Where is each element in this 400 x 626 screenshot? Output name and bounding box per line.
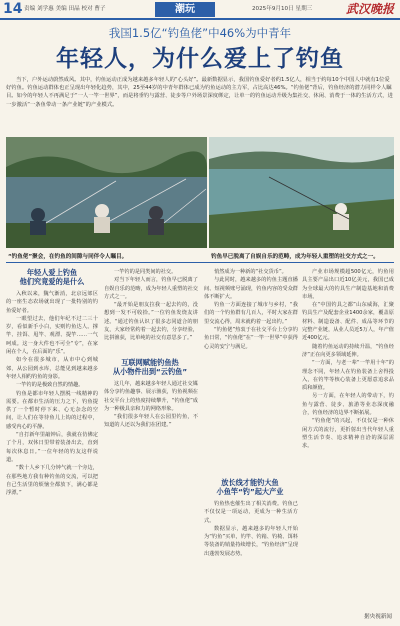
paragraph: 钓鱼热也催生出了相关消费。钓鱼已不仅仅是一项运动，更成为一种生活方式。 bbox=[204, 501, 298, 524]
paragraph: 如今在很多城市，从市中心到城郊，从公园到水库，总能见到越来越多年轻人相约钓鱼的身影。 bbox=[6, 357, 98, 380]
column-3 bbox=[204, 268, 298, 474]
paragraph: 对当下年轻人而言，钓鱼早已脱离了自娱自乐的范畴，成为年轻人重塑的社交方式之一。 bbox=[104, 277, 198, 300]
article-headline: 年轻人，为什么爱上了钓鱼 bbox=[56, 46, 344, 72]
divider-line bbox=[6, 262, 394, 263]
paragraph: 数据显示，越来越多的年轻人开始为“钓鱼”买单，钓竿、钓箱、钓椅、饵料等装备的销量持续增长，“钓鱼经济”呈现出蓬勃发展态势。 bbox=[204, 525, 298, 557]
section-heading-3: 放长线才能钓大鱼 小鱼竿“钓”起大产业 bbox=[216, 478, 284, 496]
masthead bbox=[0, 0, 400, 20]
page-number: 14 bbox=[3, 1, 23, 17]
paragraph: 另一方面，在年轻人的带动下，钓鱼与露营、徒步、旅游等业态深度融合，钓鱼经济的边界不断拓展。 bbox=[302, 393, 394, 417]
article-subhead: 我国1.5亿“钓鱼佬”中46%为中青年 bbox=[108, 26, 292, 40]
column-1 bbox=[6, 290, 98, 608]
fishing-photo-right-image bbox=[209, 137, 394, 248]
paragraph: 入秋以来，魏气渐消，北京远郊区的一座生态农场就出现了一批特别的钓鱼爱好者。 bbox=[6, 291, 98, 314]
caption-right: 钓鱼早已脱离了自娱自乐的范畴，成为年轻人重塑的社交方式之一。 bbox=[211, 254, 379, 260]
paragraph: 产业市场规模超500亿元，钓鱼用具主要产品出口近10亿美元，我国已成为全球最大的钓具生产制造基地和消费市场。 bbox=[302, 269, 394, 300]
paragraph: “最开始是朋友拉我一起去钓的，没想到一发不可收拾。”一位钓鱼发烧友讲述。“通过钓鱼认识了很多志同道合的朋友，大家经常约着一起去钓，分享经验，比拼渔获，比单纯的社交有意思多了。” bbox=[104, 302, 198, 342]
paragraph: “自打新年里敲钟后，我就在仿佛定了个月，双休日里带着装备出去，直到每次休息日。”一位年轻的钓友这样说道。 bbox=[6, 432, 98, 463]
section-label: 潮玩 bbox=[155, 2, 215, 17]
editors-credit: 责编 刘学惠 美编 田晶 校对 曹子 bbox=[24, 6, 106, 12]
source-credit: 据央视新闻 bbox=[364, 614, 392, 620]
fishing-photo-right bbox=[209, 137, 394, 248]
fishing-photo-left-image bbox=[6, 137, 207, 248]
column-2b bbox=[104, 380, 198, 608]
paragraph: 在“中国钓具之都”山东威海，汇聚钓具生产及配套企业1400余家，覆盖原材料、制造设备、配件、成品等环节的完整产业链，从业人员近5万人，年产值近400亿元。 bbox=[302, 302, 394, 342]
paragraph: 一竿钓的是极致自然的情趣。 bbox=[16, 382, 84, 389]
fishing-photo-left bbox=[6, 137, 207, 248]
section-heading-1: 年轻人爱上钓鱼 他们究竟爱的是什么 bbox=[19, 268, 85, 286]
paragraph: 随着钓鱼运动的持续升温，“钓鱼经济”正在向更多领域延伸。 bbox=[302, 343, 394, 358]
column-3b bbox=[204, 500, 298, 608]
paragraph: 这几年，越来越多年轻人通过社交媒体分享钓鱼趣事、展示渔获，钓鱼视频在社交平台上的热度持续攀升，“钓鱼佬”成为一种极具亲和力的网络形象。 bbox=[104, 381, 198, 412]
paragraph: “一方面，与老一辈“一竿用十年”的理念不同，年轻人在钓鱼装备上舍得投入，在钓竿等核心装备上更愿意追求品质和颜值。 bbox=[302, 360, 394, 392]
paragraph: 悄然成为一种新的“社交货币”。 bbox=[214, 269, 287, 275]
paragraph: 一竿钓的是同类间的社交。 bbox=[114, 269, 177, 275]
column-4 bbox=[302, 268, 394, 608]
paragraph: “我们很多年轻人在公园里钓鱼，不知道的人还以为我们在团建。” bbox=[104, 414, 198, 429]
paragraph: 一眼望过去，他们年纪不过二三十岁，看似新手小白，实则钓鱼达人。撑竿、挂饵、甩竿、观漂、提竿……一气呵成。这一身大件也不可全“专”，在家闲在个人，在后面的“乐”。 bbox=[6, 315, 98, 356]
paragraph: 与此同时，越来越多的钓鱼主题直播间、短视频账号涌现，钓鱼内容的受众群体不断扩大。 bbox=[204, 277, 298, 300]
newspaper-logo: 武汉晚报 bbox=[345, 2, 394, 16]
paragraph: 钓鱼一方面连接了城市与乡村，“我们的一个钓鱼群有几百人，平时大家在群里交流心得，周末就约着一起出钓。” bbox=[204, 302, 298, 325]
column-2 bbox=[104, 268, 198, 356]
paragraph: “钓鱼佬”的兴起，不仅仅是一种休闲方式的流行，更折射出当代年轻人重塑生活节奏、追求精神自洽的深层需求。 bbox=[302, 418, 394, 450]
paragraph: “钓鱼佬”热衷于在社交平台上分享钓鱼日常，“钓鱼佬”在“一竿一世界”中获得心灵的安宁与满足。 bbox=[204, 327, 298, 350]
caption-left: “钓鱼佬”聚会，在钓鱼的间隙与同伴令人瞩目。 bbox=[8, 254, 128, 260]
issue-date: 2025年9月10日 星期三 bbox=[252, 6, 313, 12]
paragraph: 钓鱼是都市年轻人摆脱一线精神的需要。在都市生活的压力之下，钓鱼提供了一个暂时停下来、心无杂念的空间，让人们在等待鱼儿上钩的过程中，感受内心的平静。 bbox=[6, 390, 98, 430]
section-heading-2: 互联网赋能钓鱼热 从小物件出到“云钓鱼” bbox=[112, 358, 188, 376]
paragraph: “数十人乡下几分钟气就一个旁边，在那些地方我有种钓鱼的交流，可以把自己生活里的烦恼全都放下，满心都是浮漂。” bbox=[6, 465, 98, 497]
article-lead: 当下，户外运动蔚然成风。其中，钓鱼运动正成为越来越多年轻人的“心头好”。最新数据显示，我国钓鱼爱好者约1.5亿人，相当于约每10个中国人中就有1位爱好钓鱼。钓鱼运动群体也正呈现出年轻化趋势，其中，25至44岁的中青年群体已成为钓鱼运动的主力军，占比高达46%。“钓鱼佬”背后，钓鱼经济的潜力同样令人瞩目。如今的年轻人不再满足于“一人一竿一世界”，而是将垂钓与露营、徒步等户外场景深度绑定，让单一的钓鱼运动升级为集社交、休闲、消费于一体的生活方式，进一步激活“一条鱼带动一条产业链”的产业模式。 bbox=[6, 77, 393, 108]
